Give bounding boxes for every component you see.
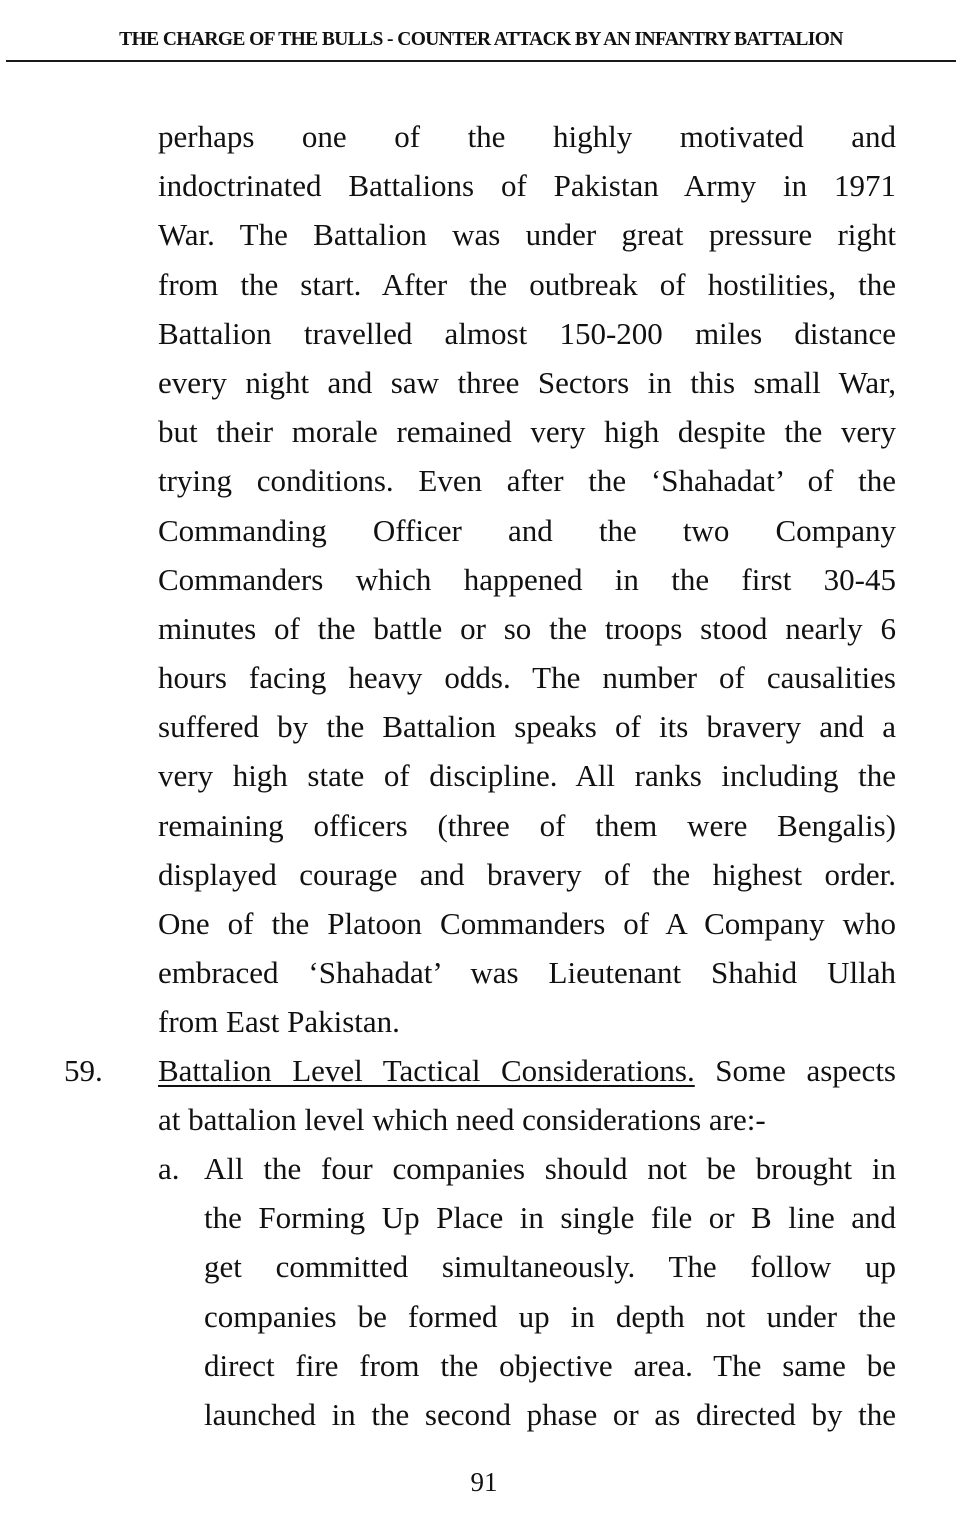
text-line: displayed courage and bravery of the highest order. bbox=[158, 856, 896, 892]
paragraph-59 bbox=[158, 1046, 896, 1144]
paragraph-59-line-2: at battalion level which need considerations are:- bbox=[158, 1102, 766, 1138]
text-line: launched in the second phase or as directed by the bbox=[204, 1396, 896, 1432]
text-line: companies be formed up in depth not under the bbox=[204, 1298, 896, 1334]
text-line: remaining officers (three of them were Bengalis) bbox=[158, 807, 896, 843]
text-line: very high state of discipline. All ranks including the bbox=[158, 758, 896, 794]
paragraph-heading: Battalion Level Tactical Considerations. bbox=[158, 1053, 695, 1088]
text-line: Commanders which happened in the first 30-45 bbox=[158, 561, 896, 597]
text-line: War. The Battalion was under great pressure right bbox=[158, 217, 896, 253]
text-line: indoctrinated Battalions of Pakistan Army in 1971 bbox=[158, 168, 896, 204]
text-line: Battalion travelled almost 150-200 miles distance bbox=[158, 315, 896, 351]
text-line-last: from East Pakistan. bbox=[158, 1004, 400, 1040]
text-line: All the four companies should not be brought in bbox=[204, 1151, 896, 1186]
text-line: from the start. After the outbreak of hostilities, the bbox=[158, 266, 896, 302]
text-line: perhaps one of the highly motivated and bbox=[158, 119, 896, 154]
paragraph-heading-rest: Some aspects bbox=[694, 1053, 896, 1088]
sub-item-text bbox=[204, 1144, 896, 1439]
paragraph-number: 59. bbox=[64, 1053, 103, 1088]
text-line: get committed simultaneously. The follow up bbox=[204, 1249, 896, 1285]
text-line: direct fire from the objective area. The same be bbox=[204, 1347, 896, 1383]
text-line: the Forming Up Place in single file or B line and bbox=[204, 1200, 896, 1236]
running-header: THE CHARGE OF THE BULLS - COUNTER ATTACK BY AN INFANTRY BATTALION bbox=[119, 29, 843, 50]
text-line: One of the Platoon Commanders of A Company who bbox=[158, 906, 896, 941]
text-line: suffered by the Battalion speaks of its bravery and a bbox=[158, 709, 896, 745]
text-line: but their morale remained very high despite the very bbox=[158, 414, 896, 450]
sub-item-label: a. bbox=[158, 1151, 180, 1186]
text-line: Commanding Officer and the two Company bbox=[158, 512, 896, 548]
body-paragraph bbox=[158, 112, 896, 1047]
text-line: minutes of the battle or so the troops stood nearly 6 bbox=[158, 610, 896, 646]
text-line: every night and saw three Sectors in this small War, bbox=[158, 364, 896, 400]
header-rule bbox=[6, 60, 956, 62]
paragraph-59-line-1 bbox=[158, 1046, 896, 1095]
text-line: hours facing heavy odds. The number of causalities bbox=[158, 660, 896, 696]
page-number: 91 bbox=[470, 1467, 498, 1497]
text-line: embraced ‘Shahadat’ was Lieutenant Shahid Ullah bbox=[158, 955, 896, 991]
text-line: trying conditions. Even after the ‘Shahadat’ of the bbox=[158, 463, 896, 499]
